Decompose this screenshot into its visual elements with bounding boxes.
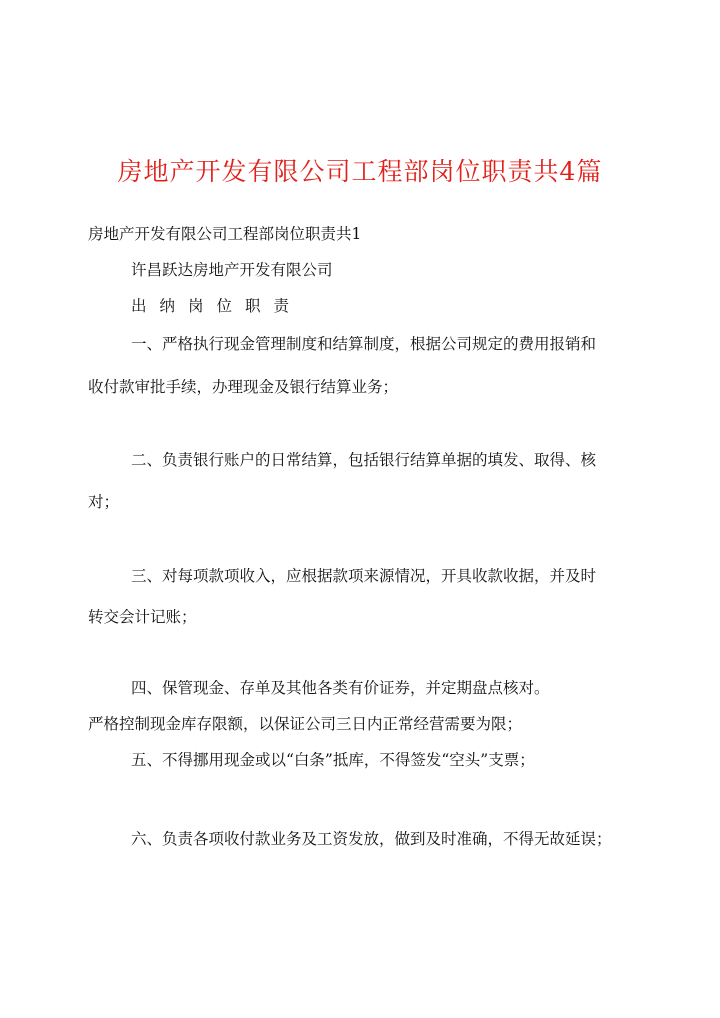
section-heading: 出纳岗位职责 [131, 297, 303, 315]
item-2-line-1: 二、负责银行账户的日常结算，包括银行结算单据的填发、取得、核 [131, 451, 597, 469]
item-1-line-2: 收付款审批手续，办理现金及银行结算业务； [88, 378, 399, 396]
item-3-line-1: 三、对每项款项收入，应根据款项来源情况，开具收款收据，并及时 [131, 567, 597, 585]
item-3-line-2: 转交会计记账； [88, 608, 197, 626]
company-name: 许昌跃达房地产开发有限公司 [131, 261, 333, 279]
document-subtitle: 房地产开发有限公司工程部岗位职责共1 [88, 225, 362, 243]
item-5-line-1: 五、不得挪用现金或以“白条”抵库，不得签发“空头”支票； [131, 751, 535, 769]
document-title: 房地产开发有限公司工程部岗位职责共4篇 [117, 157, 603, 186]
item-4-line-1: 四、保管现金、存单及其他各类有价证券，并定期盘点核对。 [131, 679, 550, 697]
item-2-line-2: 对； [88, 493, 120, 511]
item-1-line-1: 一、严格执行现金管理制度和结算制度，根据公司规定的费用报销和 [131, 335, 597, 353]
item-4-line-2: 严格控制现金库存限额，以保证公司三日内正常经营需要为限； [88, 715, 523, 733]
item-6-line-1: 六、负责各项收付款业务及工资发放，做到及时准确，不得无故延误； [131, 830, 612, 848]
